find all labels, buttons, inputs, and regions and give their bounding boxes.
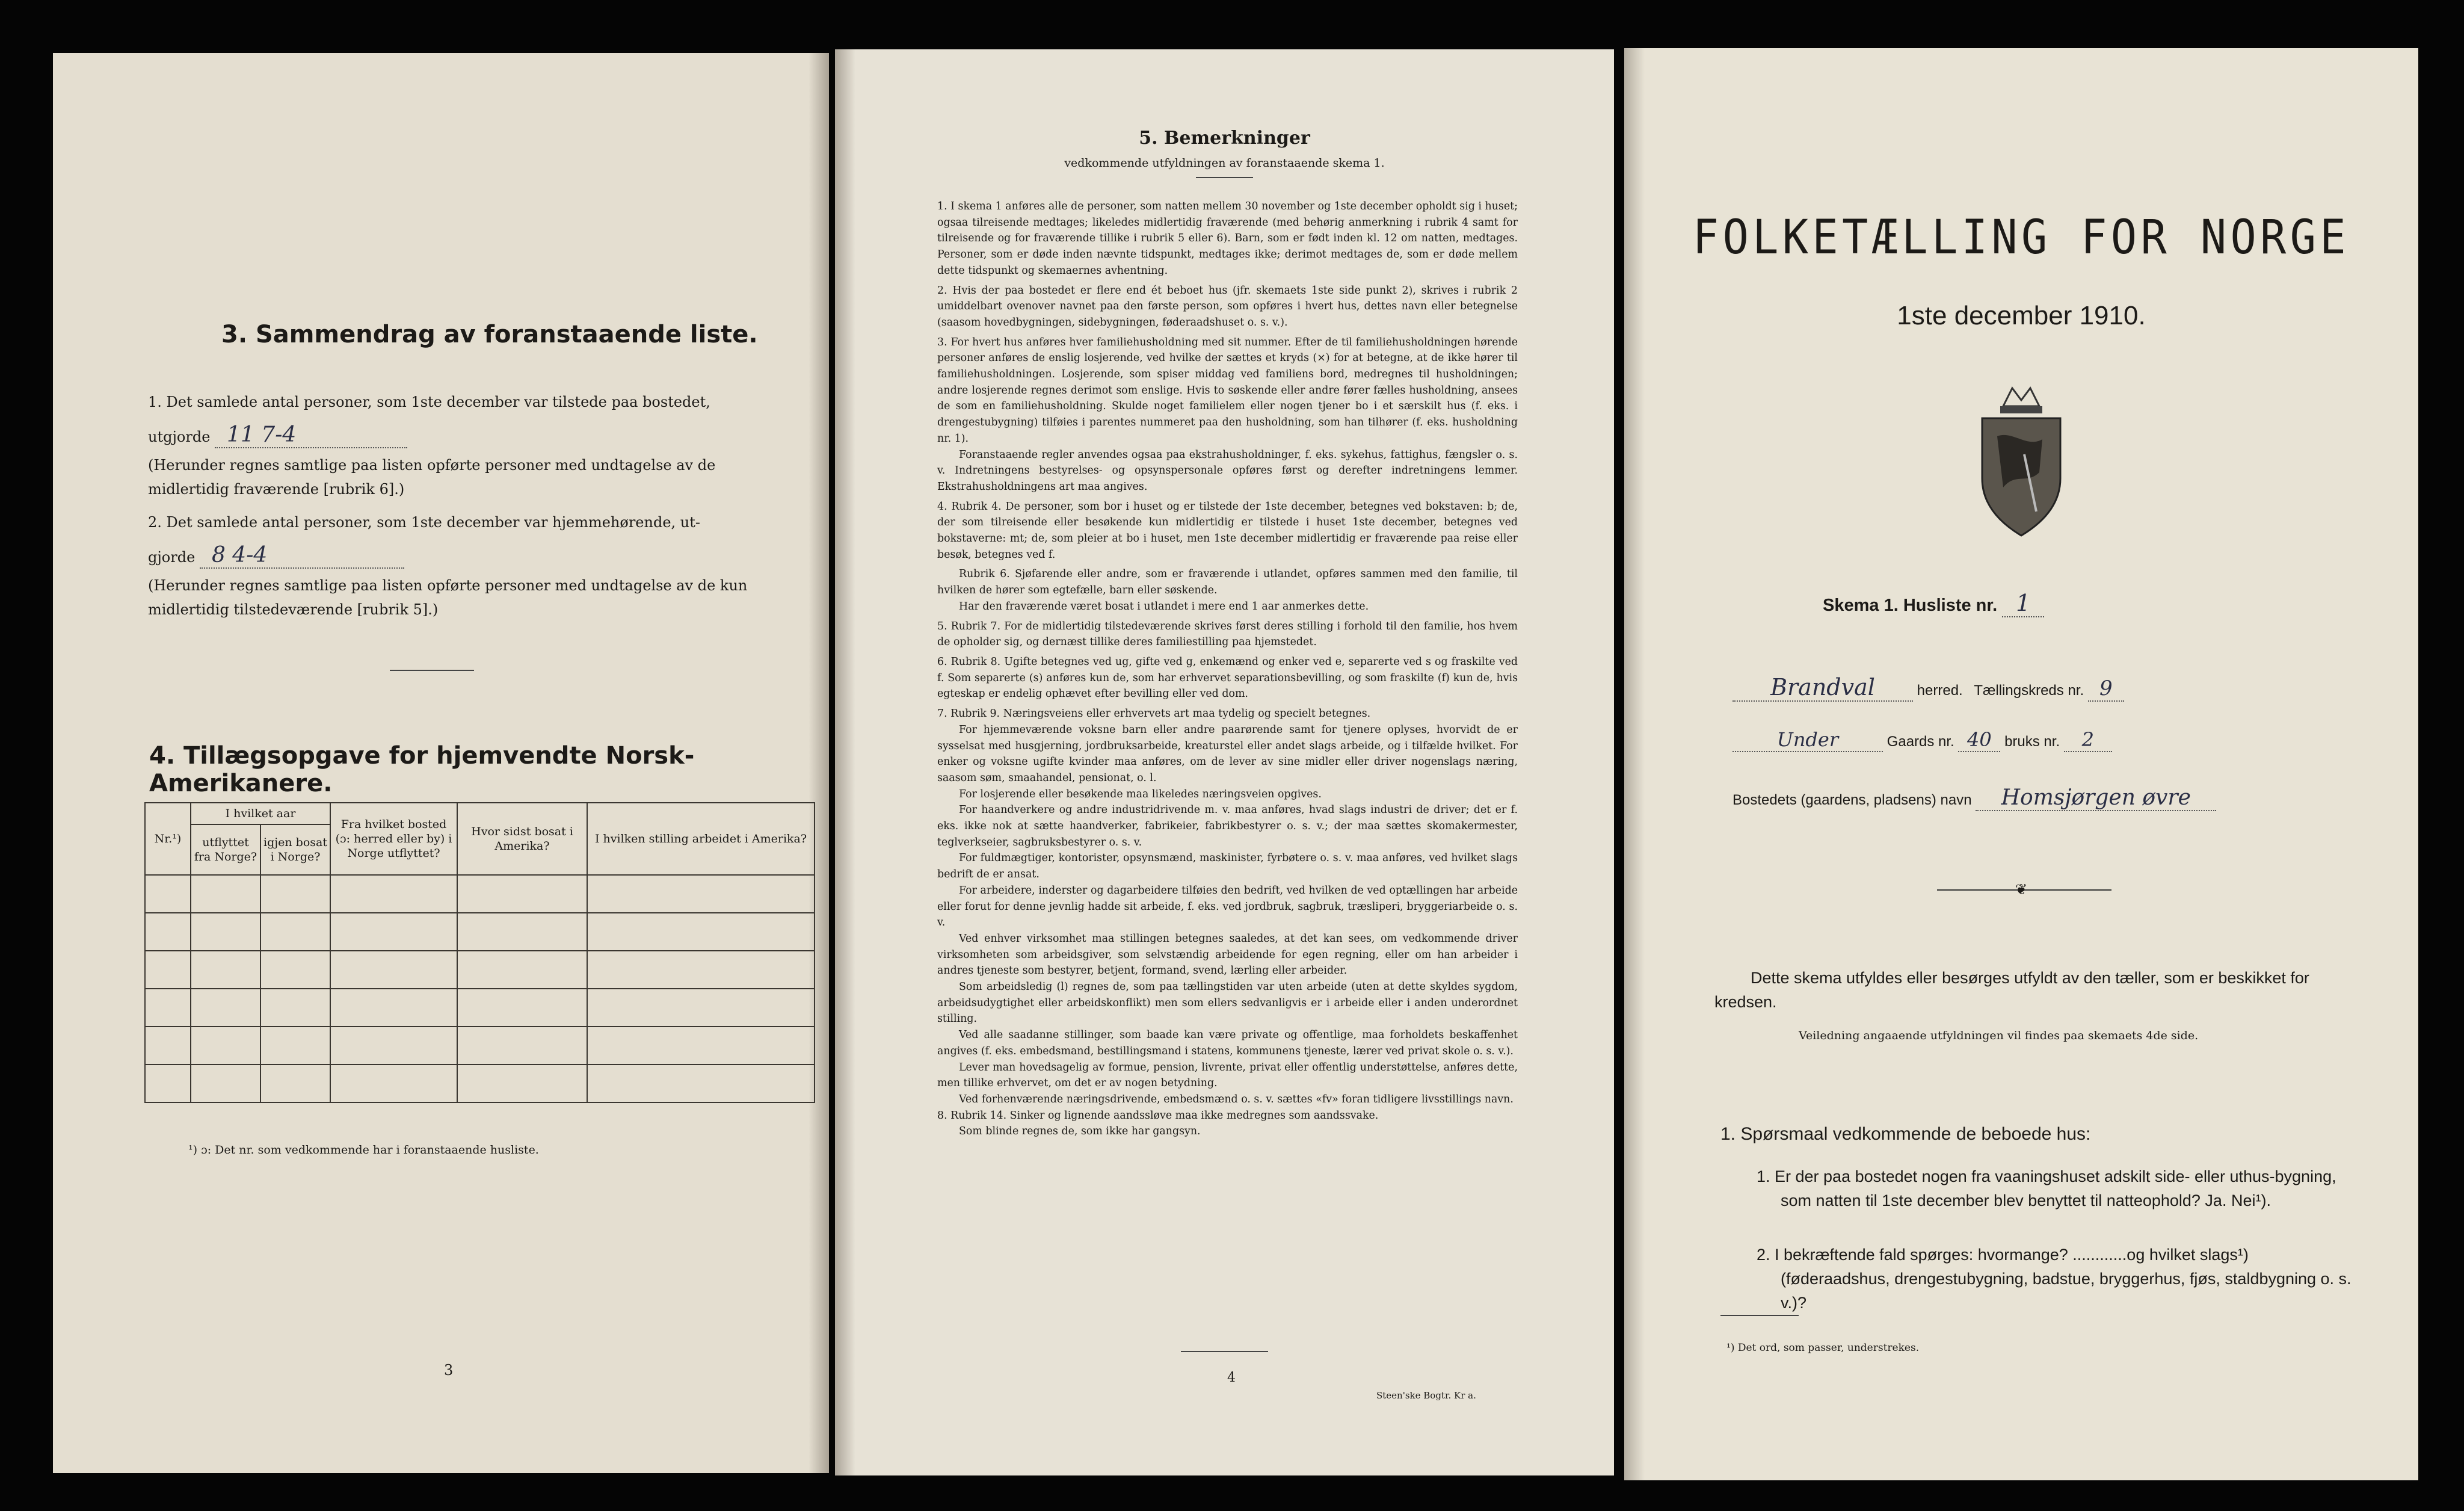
section3-item2: 2. Det samlede antal personer, som 1ste december var hjemmehørende, ut- — [148, 514, 700, 531]
remark-paragraph: Lever man hovedsagelig av formue, pension, livrente, privat eller offentlig understøttelse, anføres dette, men tillike erhvervet, om det er av nogen betydning. — [937, 1061, 1518, 1090]
page-middle — [835, 49, 1614, 1475]
remark-paragraph: 3. For hvert hus anføres hver familiehusholdning med sit nummer. Efter de til familiehusholdningen hørende personer anføres de enslig losjerende, ved hvilke der sættes et kryds (×) for at betegne, at de ikke hører til familiehusholdningen. Losjerende, som spiser middag ved familiens bord, medregnes til husholdningen; andre losjerende regnes derimot som enslige. Hvis to søskende eller andre fører fælles husholdning, ansees de som en familiehusholdning. Skulde noget familielem eller nogen tjener bo i et særskilt hus (f. eks. i drengestubygning) tilføies i parentes nummeret paa den husholdning, som han tilhører (f. eks. husholdning nr. 1). — [937, 336, 1518, 445]
col-from-place: Fra hvilket bosted (ɔ: herred eller by) i Norge utflyttet? — [330, 803, 457, 875]
remark-paragraph: Som blinde regnes de, som ikke har gangsyn. — [959, 1125, 1201, 1138]
remark-paragraph: For losjerende eller besøkende maa likeledes næringsveien opgives. — [959, 788, 1322, 800]
section3-item2-note: (Herunder regnes samtlige paa listen opførte personer med undtagelse av de kun midlertidig tilstedeværende [rubrik 5].) — [148, 577, 748, 618]
remark-paragraph: For arbeidere, inderster og dagarbeidere tilføies den bedrift, ved hvilken de ved optællingen har arbeide eller forut for denne jevnlig hadde sit arbeide, f. eks. ved jordbruk, sagbruk, træsliperi, bryggeriarbeide o. s. v. — [937, 884, 1518, 929]
divider — [1196, 177, 1253, 178]
page-left — [53, 53, 829, 1473]
section4-title: 4. Tillægsopgave for hjemvendte Norsk-Amerikanere. — [149, 742, 695, 797]
gaard-row — [1732, 728, 2112, 752]
question-1: 1. Er der paa bostedet nogen fra vaaningshuset adskilt side- eller uthus-bygning, som natten til 1ste december blev benyttet til natteophold? Ja. Nei¹). — [1757, 1167, 2336, 1210]
col-occupation: I hvilken stilling arbeidet i Amerika? — [587, 803, 815, 875]
bosted-label: Bostedets (gaardens, pladsens) navn — [1732, 792, 1972, 808]
col-year-group: I hvilket aar — [191, 803, 330, 824]
table-row — [145, 951, 815, 989]
divider — [390, 670, 474, 671]
schema-row — [1823, 590, 2044, 617]
remark-paragraph: Ved forhenværende næringsdrivende, embedsmænd o. s. v. sættes «fv» foran tidligere livsstillings navn. — [959, 1093, 1514, 1105]
remark-paragraph: 7. Rubrik 9. Næringsveiens eller erhvervets art maa tydelig og specielt betegnes. — [937, 708, 1371, 720]
page-number: 3 — [444, 1362, 454, 1379]
remarks-body — [937, 199, 1518, 1140]
census-date: 1ste december 1910. — [1897, 301, 2146, 330]
page-number: 4 — [1227, 1370, 1236, 1385]
col-last-america: Hvor sidst bosat i Amerika? — [457, 803, 587, 875]
section5-title: 5. Bemerkninger — [1139, 128, 1310, 149]
census-title: FOLKETÆLLING FOR NORGE — [1692, 211, 2350, 265]
footnote: ¹) Det ord, som passer, understrekes. — [1726, 1342, 1920, 1354]
kreds-label: Tællingskreds nr. — [1974, 682, 2084, 699]
remark-paragraph: For fuldmægtiger, kontorister, opsynsmænd, maskinister, fyrbøtere o. s. v. maa anføres, ved hvilket slags bedrift de er ansat. — [937, 852, 1518, 881]
section3-item2-label: gjorde — [148, 549, 196, 566]
remark-paragraph: 5. Rubrik 7. For de midlertidig tilstedeværende skrives først deres stilling i forhold til den familie, hos hvem de opholder sig, og dernæst tillike deres familiestilling paa hjemstedet. — [937, 620, 1518, 649]
section3-item1-row — [148, 423, 810, 449]
question-section-title: 1. Spørsmaal vedkommende de beboede hus: — [1720, 1124, 2091, 1144]
divider — [1720, 1315, 1799, 1316]
husliste-number: 1 — [2002, 590, 2044, 617]
table-row — [145, 1064, 815, 1102]
remark-paragraph: Rubrik 6. Sjøfarende eller andre, som er fraværende i utlandet, opføres sammen med den familie, til hvilken de hører som egtefælle, barn eller søskende. — [937, 568, 1518, 597]
bruk-nr-value: 2 — [2064, 728, 2112, 752]
table-row — [145, 1027, 815, 1064]
remark-paragraph: 8. Rubrik 14. Sinker og lignende aandssløve maa ikke medregnes som aandssvake. — [937, 1109, 1379, 1122]
section3-title: 3. Sammendrag av foranstaaende liste. — [221, 321, 758, 348]
section3-item1: 1. Det samlede antal personer, som 1ste december var tilstede paa bostedet, — [148, 394, 710, 410]
section3-item1-label: utgjorde — [148, 428, 211, 445]
section3-item1-value: 11 7-4 — [215, 423, 407, 448]
gaard-name-value: Under — [1732, 728, 1883, 752]
remark-paragraph: For hjemmeværende voksne barn eller andre paarørende samt for tjenere oplyses, hvorvidt de er sysselsat med husgjerning, jordbruksarbeide, kreaturstel eller andet slags arbeide, og i tilfælde hvilket. For enker og voksne ugifte kvinder maa anføres, om de lever av sine midler eller driver nogenslags næring, saasom søm, smaahandel, pensionat, o. l. — [937, 723, 1518, 784]
section3-item2-value: 8 4-4 — [200, 543, 404, 569]
bruk-label: bruks nr. — [2004, 734, 2060, 750]
col-emigrated: utflyttet fra Norge? — [191, 824, 260, 875]
section3-item2-row — [148, 543, 810, 569]
instruction-note: Dette skema utfyldes eller besørges utfyldt av den tæller, som er beskikket for kredsen. — [1714, 969, 2309, 1011]
table-row — [145, 875, 815, 913]
remark-paragraph: 6. Rubrik 8. Ugifte betegnes ved ug, gifte ved g, enkemænd og enker ved e, separerte ved s og fraskilte ved f. Som separerte (s) anføres kun de, som har erhvervet separationsbevilling, og som fraskilte (f) kun de, hvis egteskap er endelig ophævet efter bevilling eller ved dom. — [937, 655, 1518, 700]
bosted-row — [1732, 785, 2216, 811]
bosted-value: Homsjørgen øvre — [1976, 785, 2216, 811]
herred-row — [1732, 674, 2124, 702]
remark-paragraph: Ved enhver virksomhet maa stillingen betegnes saaledes, at det kan sees, om vedkommende driver virksomheten som arbeidsgiver, som selvstændig arbeidende for egen regning, eller om han arbeider i andres tjeneste som bestyrer, betjent, formand, svend, lærling eller arbeider. — [937, 932, 1518, 977]
table-row — [145, 989, 815, 1027]
question-2: 2. I bekræftende fald spørges: hvormange? ............og hvilket slags¹) (føderaadshus, drengestubygning, badstue, bryggerhus, fjøs, staldbygning o. s. v.)? — [1757, 1246, 2352, 1312]
schema-label: Skema 1. Husliste nr. — [1823, 596, 1998, 615]
herred-label: herred. — [1917, 682, 1963, 699]
instruction-subnote: Veiledning angaaende utfyldningen vil findes paa skemaets 4de side. — [1799, 1029, 2199, 1042]
table-row — [145, 913, 815, 951]
remark-paragraph: Ved alle saadanne stillinger, som baade kan være private og offentlige, maa forholdets beskaffenhet angives (f. eks. embedsmand, bestillingsmand i statens, kommunens tjeneste, lærer ved privat skole o. s. v.). — [937, 1029, 1518, 1057]
remark-paragraph: 2. Hvis der paa bostedet er flere end ét beboet hus (jfr. skemaets 1ste side punkt 2), skrives i rubrik 2 umiddelbart ovenover navnet paa den første person, som opføres i hvert hus, dettes navn eller betegnelse (saasom hovedbygningen, sidebygningen, føderaadshuset o. s. v.). — [937, 284, 1518, 329]
gaard-nr-value: 40 — [1958, 728, 2000, 752]
section4-footnote: ¹) ɔ: Det nr. som vedkommende har i foranstaaende husliste. — [188, 1143, 539, 1157]
remark-paragraph: 4. Rubrik 4. De personer, som bor i huset og er tilstede der 1ste december, betegnes ved bokstaven: b; de, der som tilreisende eller besøkende kun midlertidig er tilstede i huset 1ste december, betegnes ved bokstaverne: mt; de, som pleier at bo i huset, men 1ste december midlertidig er fraværende paa reise eller besøk, betegnes ved f. — [937, 500, 1518, 561]
col-nr: Nr.¹) — [145, 803, 191, 875]
col-returned: igjen bosat i Norge? — [260, 824, 330, 875]
remark-paragraph: Har den fraværende været bosat i utlandet i mere end 1 aar anmerkes dette. — [959, 600, 1369, 613]
page-fold-shadow — [1624, 48, 1645, 1480]
coat-of-arms-icon — [1970, 382, 2072, 539]
remark-paragraph: 1. I skema 1 anføres alle de personer, som natten mellem 30 november og 1ste december opholdt sig i huset; ogsaa tilreisende medtages; likeledes midlertidig fraværende (med behørig anmerkning i rubrik 4 samt for tilreisende og for fraværende tillike i rubrik 5 eller 6). Barn, som er født inden kl. 12 om natten, medtages. Personer, som er døde inden nævnte tidspunkt, medtages ikke; derimot medtages de, som er døde mellem dette tidspunkt og skemaernes avhentning. — [937, 200, 1518, 277]
divider — [1181, 1351, 1268, 1352]
gaard-label: Gaards nr. — [1886, 734, 1954, 750]
printer-mark: Steen'ske Bogtr. Kr a. — [1376, 1390, 1476, 1401]
ornament-icon: ❦ — [2015, 881, 2028, 898]
remark-paragraph: For haandverkere og andre industridrivende m. v. maa anføres, hvad slags industri de driver; det er f. eks. ikke nok at sætte haandverker, fabrikeier, fabrikbestyrer o. s. v.; der maa sættes skomakermester, teglverkseier, sagbruksbestyrer o. s. v. — [937, 804, 1518, 848]
herred-value: Brandval — [1732, 674, 1913, 702]
remark-paragraph: Foranstaaende regler anvendes ogsaa paa ekstrahusholdninger, f. eks. sykehus, fattighus, fængsler o. s. v. Indretningens bestyrelses- og opsynspersonale opføres først og derefter indretningens lemmer. Ekstrahusholdningens art maa angives. — [937, 448, 1518, 493]
remark-paragraph: Som arbeidsledig (l) regnes de, som paa tællingstiden var uten arbeide (uten at dette skyldes sygdom, arbeidsudygtighet eller arbeidskonflikt) men som ellers sedvanligvis er i arbeide eller i anden underordnet stilling. — [937, 981, 1518, 1025]
kreds-value: 9 — [2088, 676, 2124, 702]
page-fold-shadow — [835, 49, 855, 1475]
page-right — [1624, 48, 2418, 1480]
returnee-table — [144, 802, 815, 1103]
section3-item1-note: (Herunder regnes samtlige paa listen opførte personer med undtagelse av de midlertidig fraværende [rubrik 6].) — [148, 457, 716, 498]
section5-subtitle: vedkommende utfyldningen av foranstaaende skema 1. — [1064, 156, 1385, 170]
